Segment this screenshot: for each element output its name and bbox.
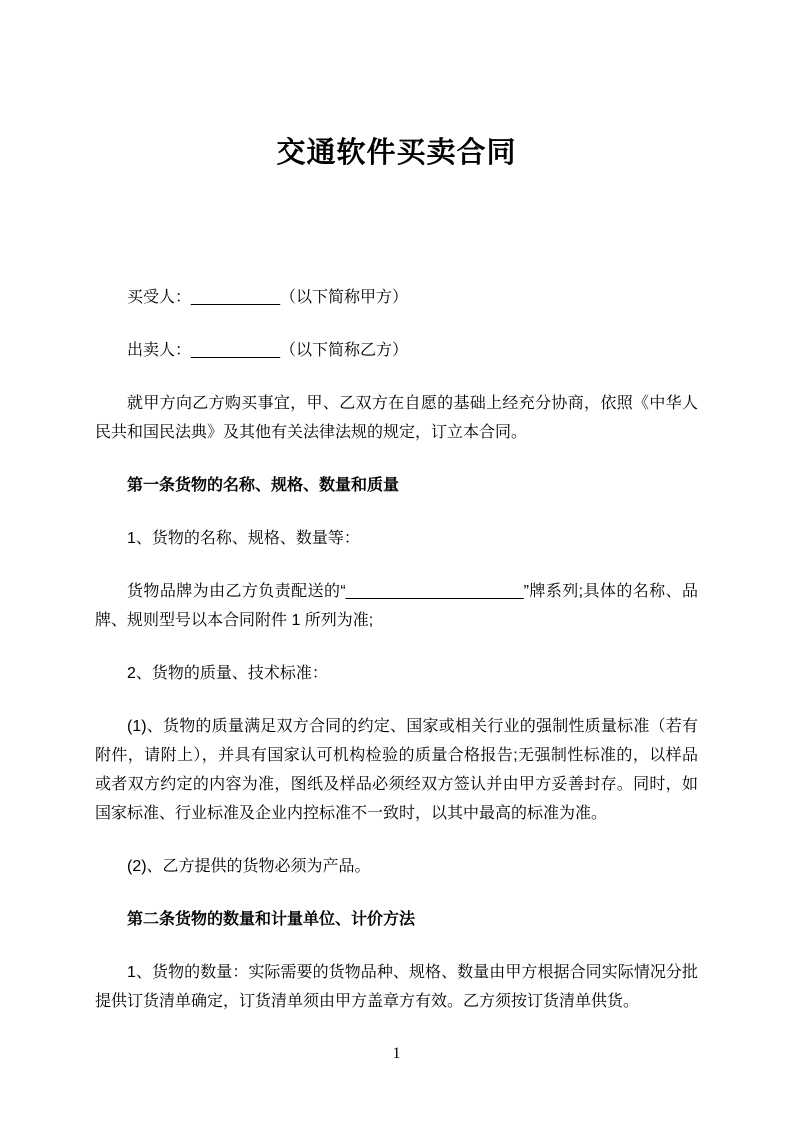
seller-line: 出卖人：__________（以下简称乙方）	[127, 342, 408, 359]
clause-1-1-brand: 货物品牌为由乙方负责配送的“____________________”牌系列;具体的名称、品牌、规则型号以本合同附件 1 所列为准;	[95, 583, 698, 629]
clause-2-1: 1、货物的数量：实际需要的货物品种、规格、数量由甲方根据合同实际情况分批提供订货清单确定，订货清单须由甲方盖章方有效。乙方须按订货清单供货。	[95, 964, 698, 1010]
buyer-line: 买受人：__________（以下简称甲方）	[127, 289, 408, 306]
clause-1-2: 2、货物的质量、技术标准：	[127, 665, 328, 682]
page-number: 1	[392, 1045, 401, 1062]
article-2-heading: 第二条货物的数量和计量单位、计价方法	[127, 911, 416, 928]
preamble-paragraph: 就甲方向乙方购买事宜，甲、乙双方在自愿的基础上经充分协商，依照《中华人民共和国民法典》及其他有关法律法规的规定，订立本合同。	[95, 395, 698, 441]
article-1-heading: 第一条货物的名称、规格、数量和质量	[127, 477, 400, 494]
clause-1-1: 1、货物的名称、规格、数量等：	[127, 530, 360, 547]
document-title: 交通软件买卖合同	[276, 137, 517, 169]
document-content	[95, 0, 698, 1016]
clause-1-2-1: (1)、货物的质量满足双方合同的约定、国家或相关行业的强制性质量标准（若有附件，请附上），并具有国家认可机构检验的质量合格报告;无强制性标准的，以样品或者双方约定的内容为准，图纸及样品必须经双方签认并由甲方妥善封存。同时，如国家标准、行业标准及企业内控标准不一致时，以其中最高的标准为准。	[95, 718, 698, 822]
clause-1-2-2: (2)、乙方提供的货物必须为产品。	[127, 858, 371, 875]
